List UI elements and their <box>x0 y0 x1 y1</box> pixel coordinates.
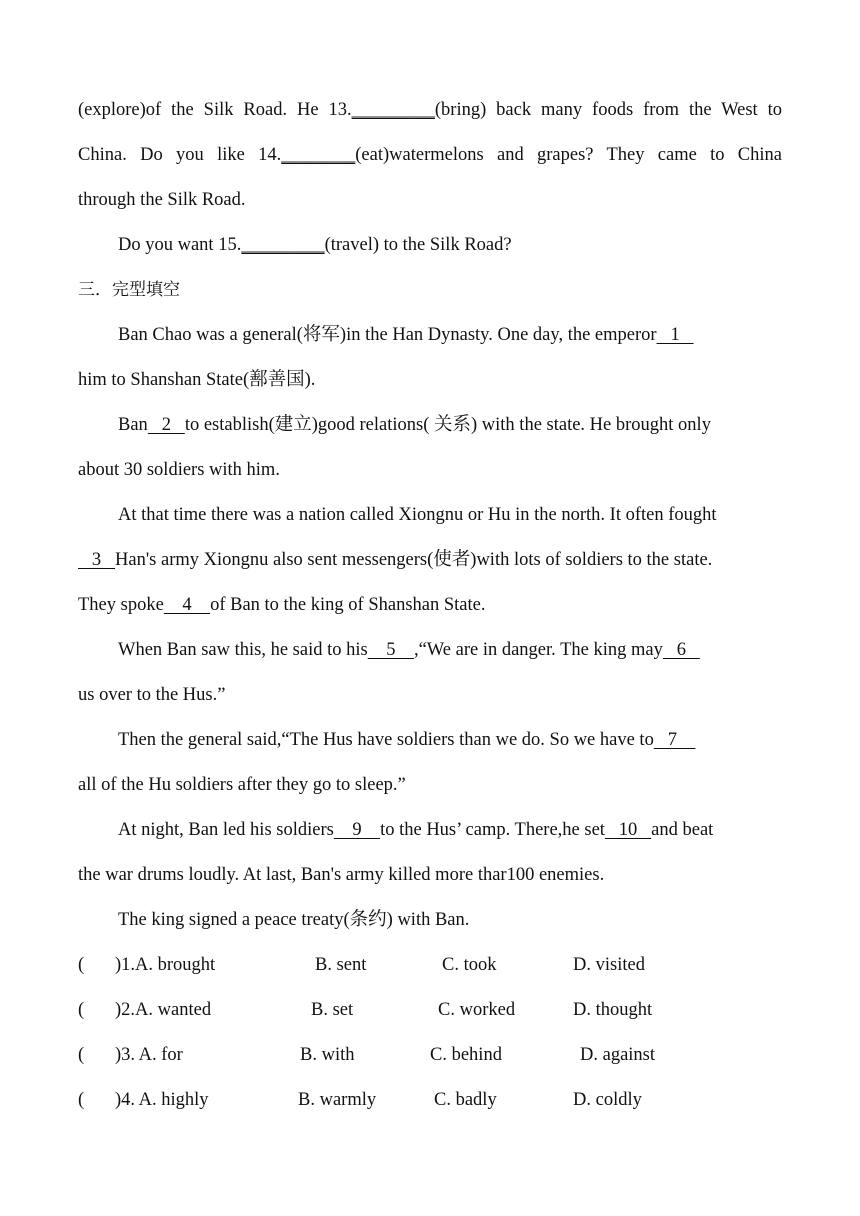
answer-blank-13[interactable]: _________ <box>351 100 435 120</box>
question-row-4 <box>78 1078 782 1123</box>
text-run: ,“We are in danger. The king may <box>413 640 663 660</box>
text-run: (travel) to the Silk Road? <box>324 235 512 255</box>
text-run: to establish(建立)good relations( 关系) with the state. He brought only <box>184 415 711 435</box>
option-b[interactable]: B. set <box>311 1000 354 1020</box>
option-c[interactable]: C. behind <box>430 1045 502 1065</box>
text-run: When Ban saw this, he said to his <box>118 640 368 660</box>
text-line <box>78 133 782 178</box>
cloze-blank-4[interactable]: 4 <box>163 595 211 615</box>
option-d[interactable]: D. visited <box>573 955 645 975</box>
cloze-blank-1[interactable]: 1 <box>656 325 694 345</box>
text-line: about 30 soldiers with him. <box>78 460 280 480</box>
option-b[interactable]: B. warmly <box>298 1090 377 1110</box>
text-line <box>78 538 782 583</box>
answer-paren[interactable]: ( <box>78 1000 85 1020</box>
text-run: to the Hus’ camp. There,he set <box>380 820 605 840</box>
option-a[interactable]: )2.A. wanted <box>115 1000 212 1020</box>
answer-blank-15[interactable]: _________ <box>241 235 325 255</box>
question-row-1 <box>78 943 782 988</box>
text-line: The king signed a peace treaty(条约) with Ban. <box>118 910 470 930</box>
cloze-blank-6[interactable]: 6 <box>662 640 700 660</box>
text-run: and beat <box>651 820 714 840</box>
text-line <box>78 583 782 628</box>
cloze-blank-10[interactable]: 10 <box>604 820 652 840</box>
text-run: China. Do you like 14. <box>78 145 282 165</box>
text-line: us over to the Hus.” <box>78 685 226 705</box>
text-line <box>78 223 782 268</box>
text-run: Ban Chao was a general(将军)in the Han Dynasty. One day, the emperor <box>118 325 657 345</box>
text-line: the war drums loudly. At last, Ban's army killed more thar100 enemies. <box>78 865 605 885</box>
cloze-blank-3[interactable]: 3 <box>78 550 115 570</box>
text-line <box>78 403 782 448</box>
text-line: through the Silk Road. <box>78 190 246 210</box>
answer-blank-14[interactable]: ________ <box>281 145 356 165</box>
option-a[interactable]: )4. A. highly <box>115 1090 209 1110</box>
text-line <box>78 88 782 133</box>
text-run: At night, Ban led his soldiers <box>118 820 334 840</box>
text-line <box>78 628 782 673</box>
text-run: (bring) back many foods from the West to <box>434 100 782 120</box>
cloze-blank-2[interactable]: 2 <box>147 415 185 435</box>
option-a[interactable]: )1.A. brought <box>115 955 216 975</box>
answer-paren[interactable]: ( <box>78 955 85 975</box>
text-line <box>78 718 782 763</box>
document-page <box>78 88 782 1123</box>
text-run: Do you want 15. <box>118 235 242 255</box>
text-run: Han's army Xiongnu also sent messengers(使者)with lots of soldiers to the state. <box>115 550 713 570</box>
cloze-blank-5[interactable]: 5 <box>367 640 414 660</box>
answer-paren[interactable]: ( <box>78 1090 85 1110</box>
option-b[interactable]: B. with <box>300 1045 355 1065</box>
text-line: At that time there was a nation called Xiongnu or Hu in the north. It often fought <box>118 505 717 525</box>
section-heading: 三．完型填空 <box>78 280 180 300</box>
text-run: (explore)of the Silk Road. He 13. <box>78 100 352 120</box>
text-line: him to Shanshan State(鄯善国). <box>78 370 316 390</box>
cloze-blank-9[interactable]: 9 <box>333 820 381 840</box>
option-d[interactable]: D. against <box>580 1045 656 1065</box>
text-run: Then the general said,“The Hus have soldiers than we do. So we have to <box>118 730 654 750</box>
text-run: They spoke <box>78 595 164 615</box>
text-line <box>78 313 782 358</box>
question-row-3 <box>78 1033 782 1078</box>
answer-paren[interactable]: ( <box>78 1045 85 1065</box>
text-line: all of the Hu soldiers after they go to sleep.” <box>78 775 406 795</box>
option-a[interactable]: )3. A. for <box>115 1045 183 1065</box>
text-line <box>78 808 782 853</box>
option-d[interactable]: D. coldly <box>573 1090 642 1110</box>
option-c[interactable]: C. worked <box>438 1000 516 1020</box>
option-c[interactable]: C. took <box>442 955 497 975</box>
text-run: Ban <box>118 415 148 435</box>
option-c[interactable]: C. badly <box>434 1090 497 1110</box>
text-run: of Ban to the king of Shanshan State. <box>210 595 486 615</box>
option-b[interactable]: B. sent <box>315 955 367 975</box>
question-row-2 <box>78 988 782 1033</box>
option-d[interactable]: D. thought <box>573 1000 653 1020</box>
cloze-blank-7[interactable]: 7 <box>653 730 696 750</box>
text-run: (eat)watermelons and grapes? They came to China <box>355 145 782 165</box>
